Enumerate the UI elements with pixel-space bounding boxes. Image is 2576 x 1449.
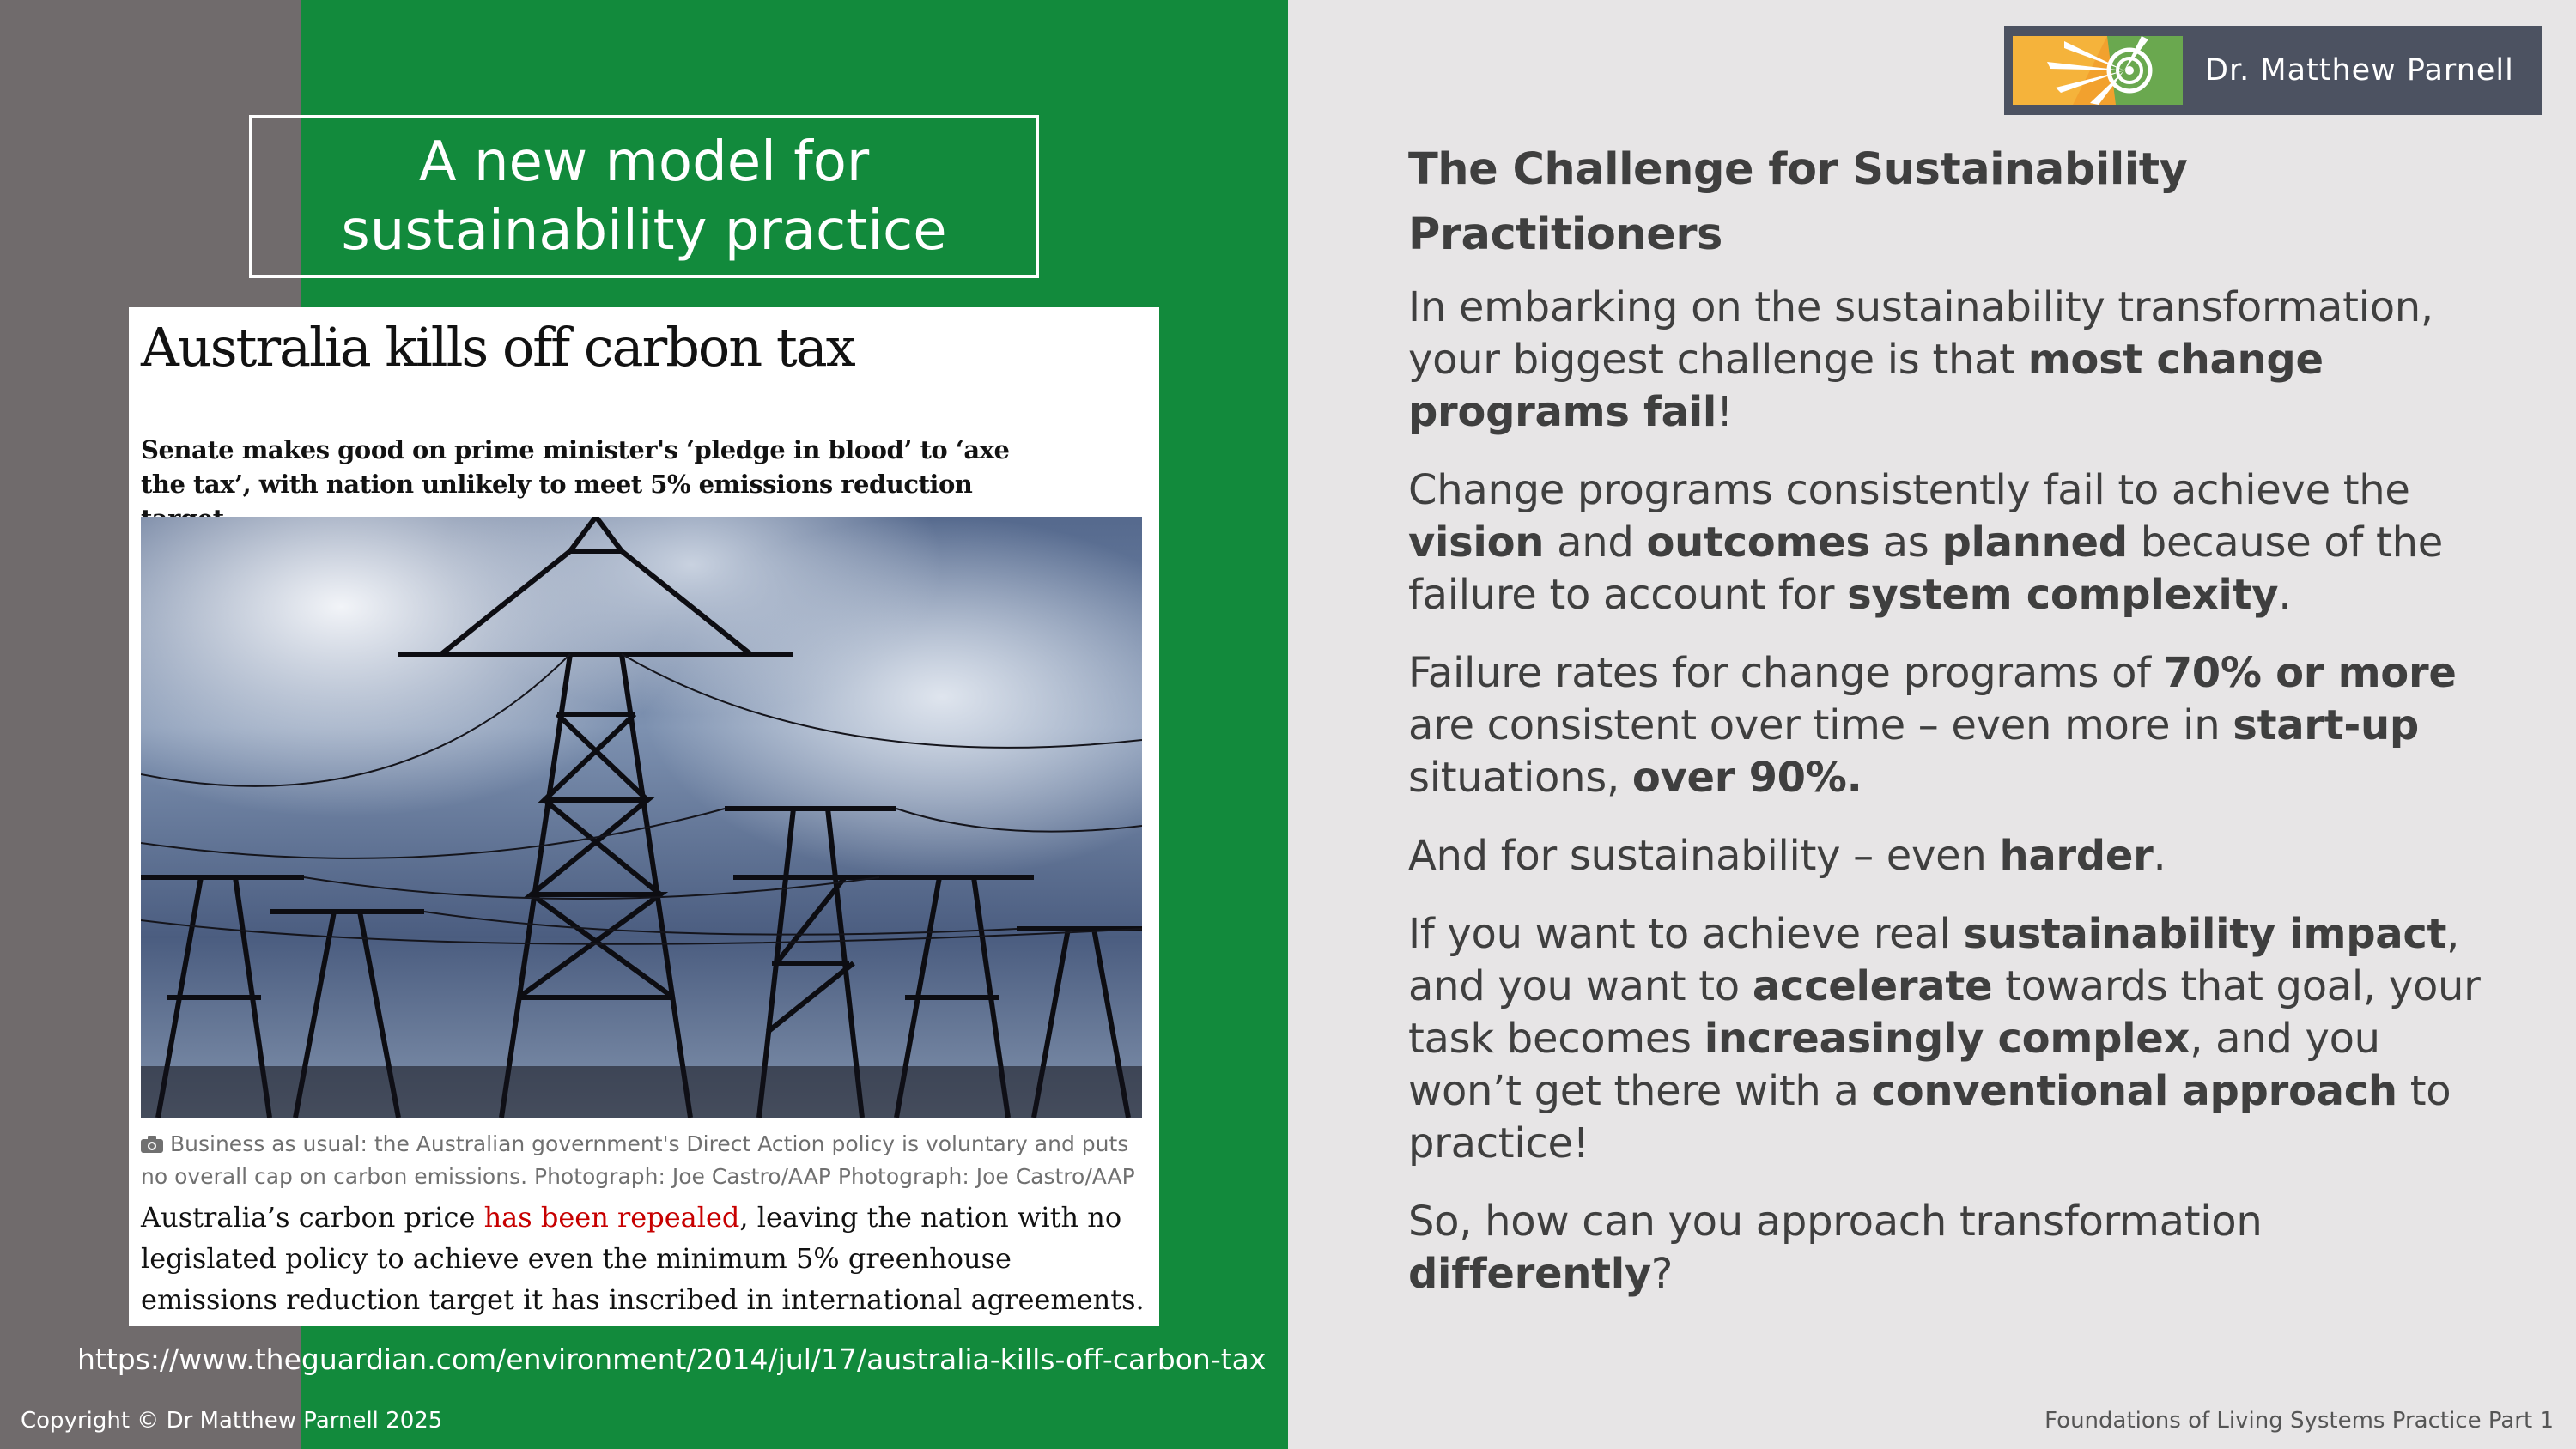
emphasis-run: 70% or more <box>2163 649 2457 697</box>
emphasis-run: differently <box>1408 1250 1651 1298</box>
text-run: . <box>2278 571 2292 619</box>
text-run: ? <box>1650 1250 1674 1298</box>
paragraph-change-programs <box>1408 464 2490 621</box>
slide-title-box <box>249 115 1039 278</box>
photo-caption <box>141 1128 1137 1193</box>
emphasis-run: start-up <box>2233 701 2419 749</box>
repealed-link[interactable]: has been repealed <box>483 1201 740 1234</box>
emphasis-run: conventional approach <box>1871 1067 2397 1115</box>
article-body-start: Australia’s carbon price <box>141 1201 484 1234</box>
emphasis-run: most change programs fail <box>1408 336 2324 436</box>
section-heading: The Challenge for Sustainability Practitioners <box>1408 144 2188 260</box>
paragraph-failure-rates <box>1408 647 2490 804</box>
article-subhead: Senate makes good on prime minister's ‘pledge in blood’ to ‘axe the tax’, with nation unlikely to meet 5% emissions reduction <box>141 435 1010 499</box>
article-headline: Australia kills off carbon tax <box>141 316 854 379</box>
text-run: ! <box>1716 388 1733 436</box>
article-body-end: , leaving the nation with no legislated policy to achieve even the minimum 5% greenhouse emissions reduction target it has inscribed in international agreements. <box>141 1201 1145 1316</box>
text-run: So, how can you approach transformation <box>1408 1197 2263 1246</box>
emphasis-run: accelerate <box>1752 962 1993 1010</box>
logo-name: Dr. Matthew Parnell <box>2205 53 2514 88</box>
emphasis-run: sustainability impact <box>1963 910 2447 958</box>
text-run: towards that goal, your task becomes <box>1408 962 2481 1063</box>
emphasis-run: harder <box>1999 832 2154 880</box>
slide-body <box>1408 137 2490 1326</box>
source-url[interactable]: https://www.theguardian.com/environment/2014/jul/17/australia-kills-off-carbon-tax <box>77 1343 1267 1376</box>
text-run: as <box>1869 518 1942 567</box>
photo-caption-text: Business as usual: the Australian government's Direct Action policy is voluntary and puts no overall cap on carbon emissions. Photograph: Joe Castro/AAP Photograph: Joe Castro/AAP <box>141 1131 1135 1189</box>
text-run: , and you won’t get there with a <box>1408 1015 2380 1115</box>
emphasis-run: outcomes <box>1646 518 1870 567</box>
text-run: And for sustainability – even <box>1408 832 2000 880</box>
camera-icon <box>141 1136 163 1153</box>
text-run: In embarking on the sustainability transformation, your biggest challenge is that <box>1408 283 2433 384</box>
course-footer: Foundations of Living Systems Practice Part 1 <box>2044 1408 2554 1434</box>
article-photo <box>141 517 1142 1118</box>
slide-title-line2: sustainability practice <box>341 199 947 263</box>
text-run: are consistent over time – even more in <box>1408 701 2233 749</box>
text-run: . <box>2153 832 2166 880</box>
slide-title <box>341 128 946 265</box>
slide-title-line1: A new model for <box>418 130 870 194</box>
paragraph-differently <box>1408 1196 2490 1300</box>
paragraph-challenge <box>1408 282 2490 439</box>
text-run: to practice! <box>1408 1067 2451 1167</box>
text-run: and <box>1544 518 1647 567</box>
article-body <box>141 1197 1145 1320</box>
emphasis-run: vision <box>1408 518 1545 567</box>
text-run: Change programs consistently fail to achieve the <box>1408 466 2410 514</box>
paragraph-harder <box>1408 830 2490 882</box>
text-run: , and you want to <box>1408 910 2460 1010</box>
emphasis-run: increasingly complex <box>1704 1015 2190 1063</box>
text-run: Failure rates for change programs of <box>1408 649 2164 697</box>
paragraph-impact <box>1408 908 2490 1170</box>
text-run: situations, <box>1408 754 1632 802</box>
news-article-clipping <box>129 307 1159 1326</box>
spiral-sun-icon <box>2013 36 2183 105</box>
text-run: If you want to achieve real <box>1408 910 1964 958</box>
emphasis-run: planned <box>1941 518 2128 567</box>
emphasis-run: system complexity <box>1847 571 2279 619</box>
text-run: because of the failure to account for <box>1408 518 2443 619</box>
copyright-notice: Copyright © Dr Matthew Parnell 2025 <box>21 1408 443 1434</box>
brand-logo <box>2004 26 2542 115</box>
emphasis-run: over 90%. <box>1631 754 1862 802</box>
